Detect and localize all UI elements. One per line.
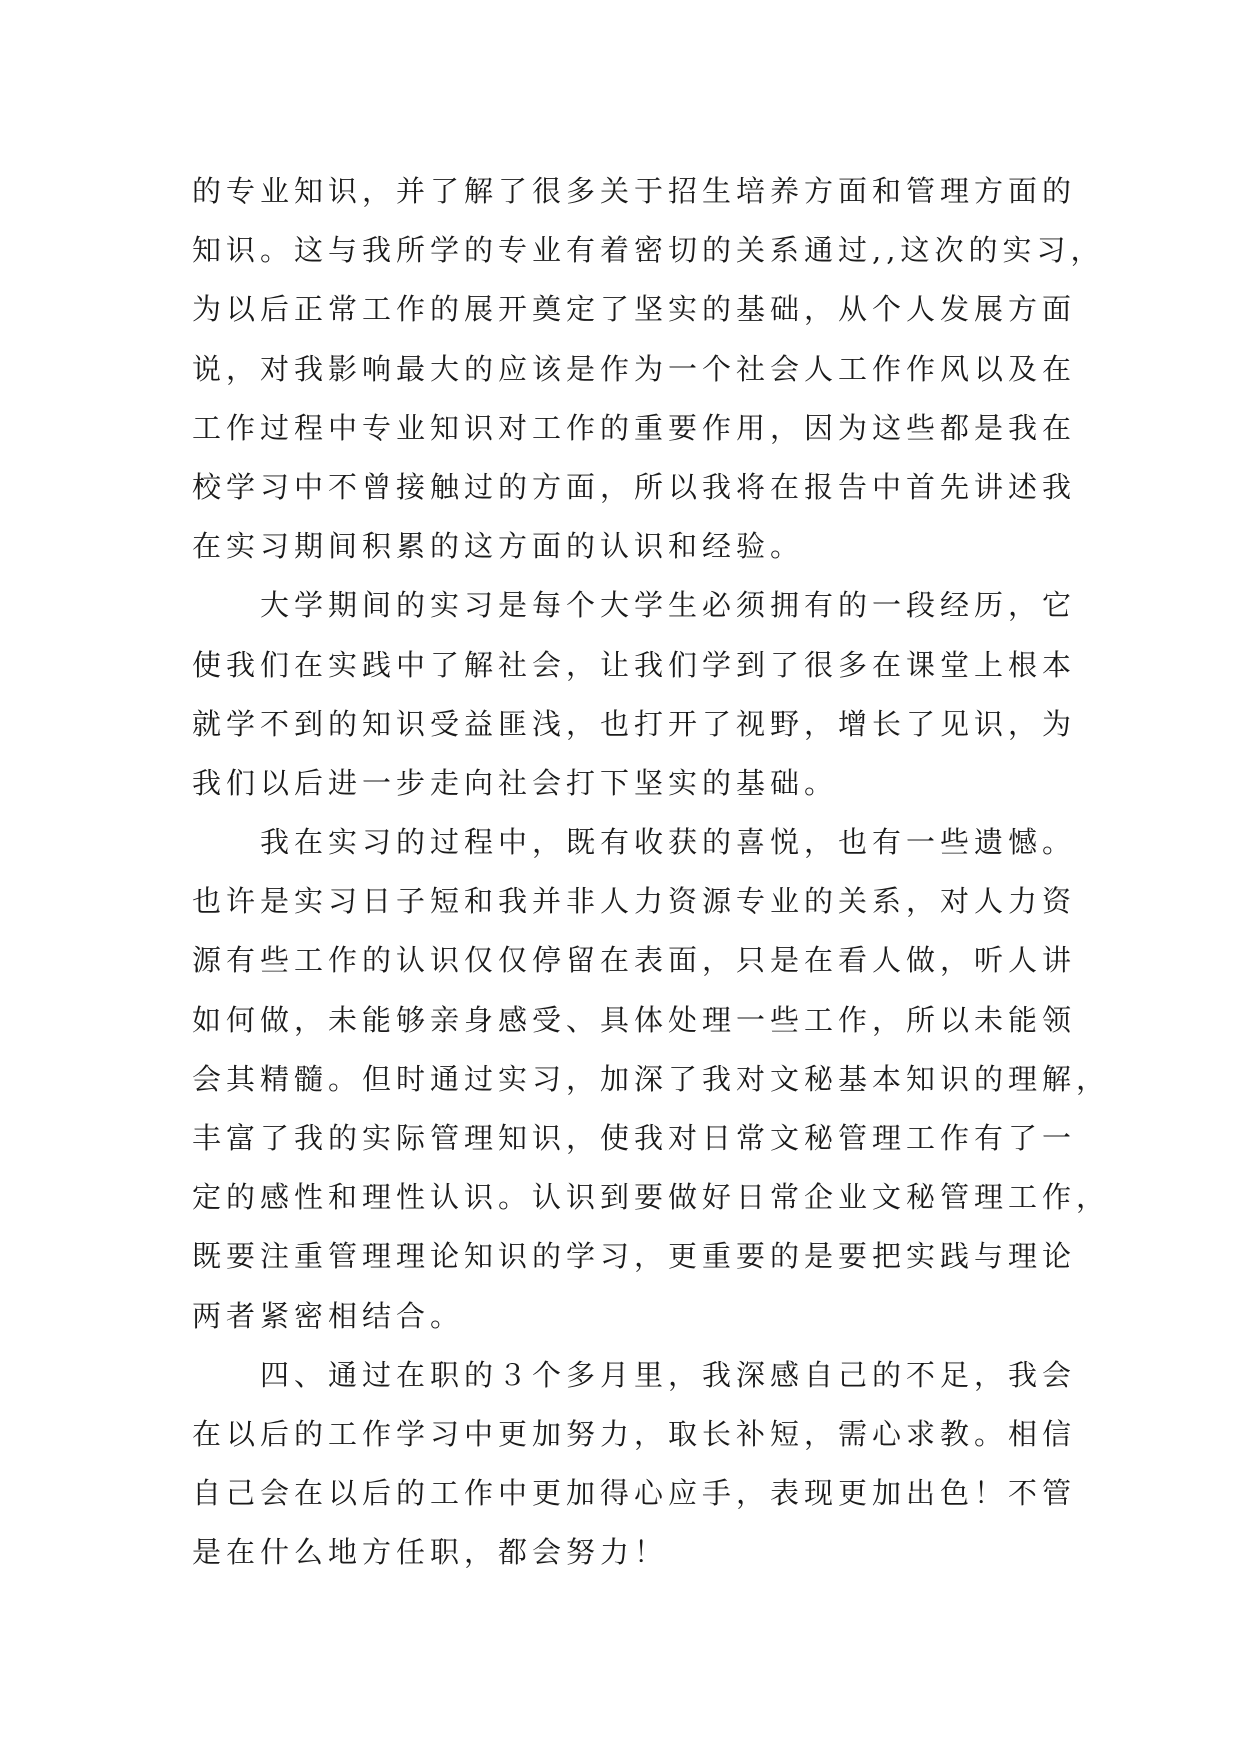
text-line: 大学期间的实习是每个大学生必须拥有的一段经历，它	[192, 588, 1077, 623]
text-line: 说，对我影响最大的应该是作为一个社会人工作作风以及在	[192, 351, 1077, 386]
text-line: 知识。这与我所学的专业有着密切的关系通过,,这次的实习，	[192, 233, 1105, 268]
text-line: 为以后正常工作的展开奠定了坚实的基础，从个人发展方面	[192, 292, 1077, 327]
text-line: 是在什么地方任职，都会努力！	[192, 1535, 669, 1570]
text-line: 我在实习的过程中，既有收获的喜悦，也有一些遗憾。	[192, 825, 1077, 860]
text-line: 工作过程中专业知识对工作的重要作用，因为这些都是我在	[192, 410, 1077, 445]
text-line: 会其精髓。但时通过实习，加深了我对文秘基本知识的理解，	[192, 1061, 1111, 1096]
text-line: 定的感性和理性认识。认识到要做好日常企业文秘管理工作，	[192, 1180, 1111, 1215]
text-line: 在实习期间积累的这方面的认识和经验。	[192, 529, 805, 564]
text-line: 也许是实习日子短和我并非人力资源专业的关系，对人力资	[192, 884, 1077, 919]
text-line: 两者紧密相结合。	[192, 1298, 465, 1333]
text-line: 四、通过在职的３个多月里，我深感自己的不足，我会	[192, 1357, 1077, 1392]
text-line: 丰富了我的实际管理知识，使我对日常文秘管理工作有了一	[192, 1121, 1077, 1155]
text-line: 使我们在实践中了解社会，让我们学到了很多在课堂上根本	[192, 647, 1077, 682]
body-text	[192, 162, 1111, 1583]
text-line: 源有些工作的认识仅仅停留在表面，只是在看人做，听人讲	[192, 943, 1077, 978]
text-line: 的专业知识，并了解了很多关于招生培养方面和管理方面的	[192, 174, 1077, 208]
text-line: 如何做，未能够亲身感受、具体处理一些工作，所以未能领	[192, 1002, 1077, 1037]
text-line: 就学不到的知识受益匪浅，也打开了视野，增长了见识，为	[192, 706, 1077, 741]
text-line: 校学习中不曾接触过的方面，所以我将在报告中首先讲述我	[192, 469, 1077, 504]
text-line: 我们以后进一步走向社会打下坚实的基础。	[192, 765, 839, 800]
text-line: 在以后的工作学习中更加努力，取长补短，需心求教。相信	[192, 1416, 1077, 1451]
text-line: 既要注重管理理论知识的学习，更重要的是要把实践与理论	[192, 1239, 1077, 1274]
text-line: 自己会在以后的工作中更加得心应手，表现更加出色！不管	[192, 1476, 1077, 1511]
